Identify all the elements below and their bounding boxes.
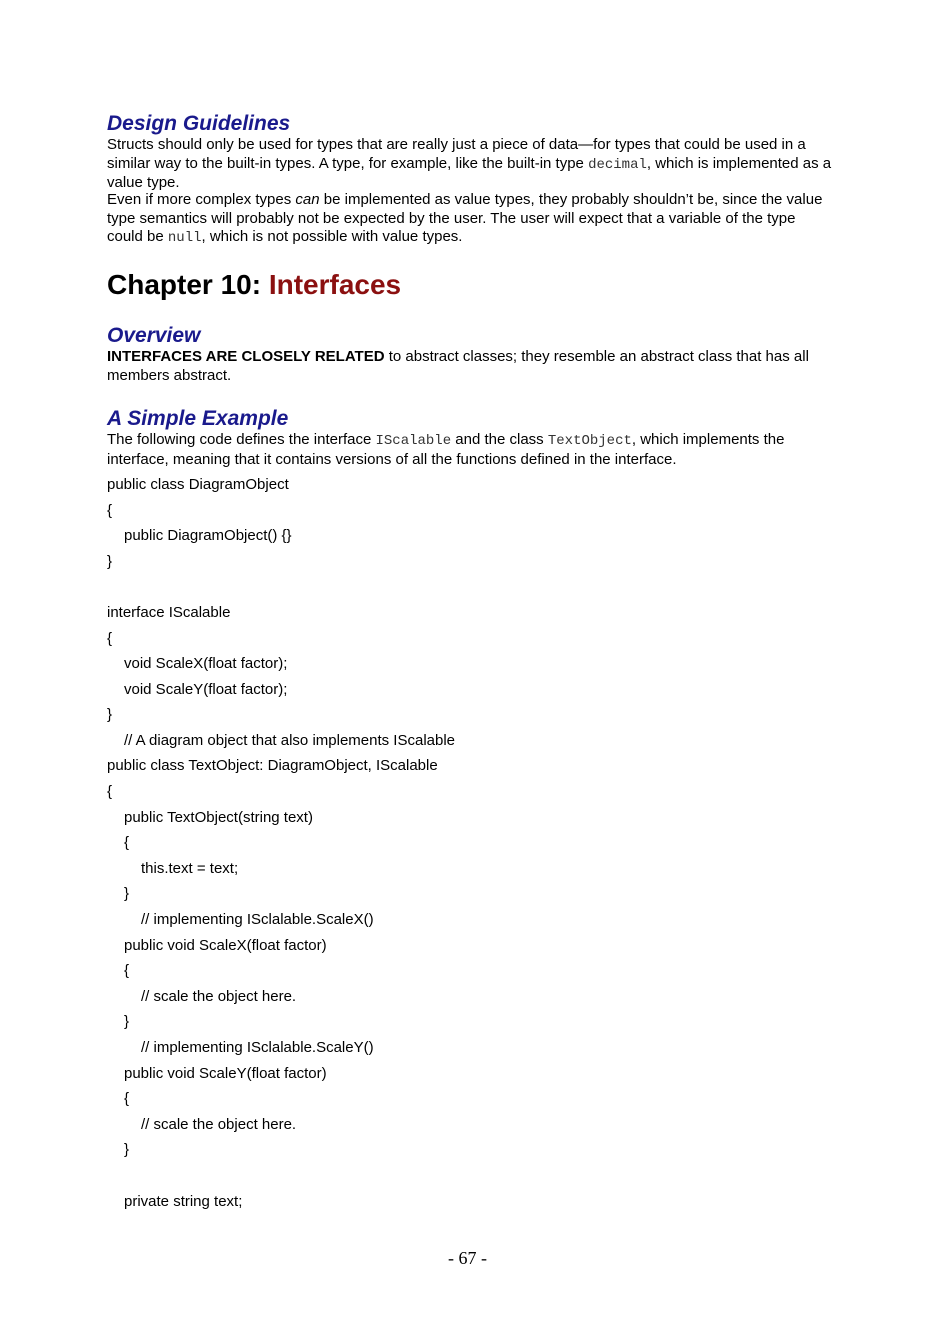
overview-heading: Overview [107,324,201,347]
code-line: } [107,553,113,570]
code-line: public void ScaleX(float factor) [124,937,327,954]
code-line: } [124,1013,130,1030]
simple-example-heading: A Simple Example [107,407,289,430]
code-line: // scale the object here. [141,1116,297,1133]
chapter-title: Chapter 10: Interfaces [107,269,402,300]
code-line: } [124,1141,130,1158]
code-line: { [107,783,113,800]
design-guidelines-paragraph-1: Structs should only be used for types that are really just a piece of data—for types that could be used in a similar way to the built-in types. A type, for example, like the built-in type decimal, which is implemented as a value type. [107,136,832,191]
code-line: { [124,834,130,851]
code-line: public class TextObject: DiagramObject, IScalable [107,757,438,774]
code-line: public TextObject(string text) [124,809,313,826]
code-line: } [107,706,113,723]
code-line: // implementing ISclalable.ScaleX() [141,911,374,928]
code-iscalable: IScalable [375,433,452,449]
simple-example-paragraph: The following code defines the interface IScalable and the class TextObject, which implements the interface, meaning that it contains versions of all the functions defined in the interface. [107,431,785,468]
code-textobject: TextObject [547,433,632,449]
code-line: void ScaleY(float factor); [124,681,288,698]
page-number: - 67 - [448,1248,487,1268]
code-line: void ScaleX(float factor); [124,655,288,672]
code-line: { [124,1090,130,1107]
design-guidelines-heading: Design Guidelines [107,112,291,135]
design-guidelines-paragraph-2: Even if more complex types can be implemented as value types, they probably shouldn’t be, since the value type semantics will probably not be expected by the user. The user will expect that a variable of the type could be null, which is not possible with value types. [107,191,823,246]
code-line: { [107,502,113,519]
chapter-title-name: Interfaces [268,269,402,300]
code-line: public class DiagramObject [107,476,289,493]
overview-paragraph: INTERFACES ARE CLOSELY RELATED to abstract classes; they resemble an abstract class that has all members abstract. [107,348,809,384]
code-line: { [107,630,113,647]
code-decimal: decimal [588,156,647,173]
code-line: private string text; [124,1193,243,1210]
code-line: public void ScaleY(float factor) [124,1065,327,1082]
code-null: null [167,230,202,246]
code-line: { [124,962,130,979]
code-line: } [124,885,130,902]
code-line: public DiagramObject() {} [124,527,292,544]
code-line: // implementing ISclalable.ScaleY() [141,1039,374,1056]
code-line: // A diagram object that also implements IScalable [124,732,456,749]
code-line: this.text = text; [141,860,239,877]
code-line: interface IScalable [107,604,231,621]
code-line: // scale the object here. [141,988,297,1005]
